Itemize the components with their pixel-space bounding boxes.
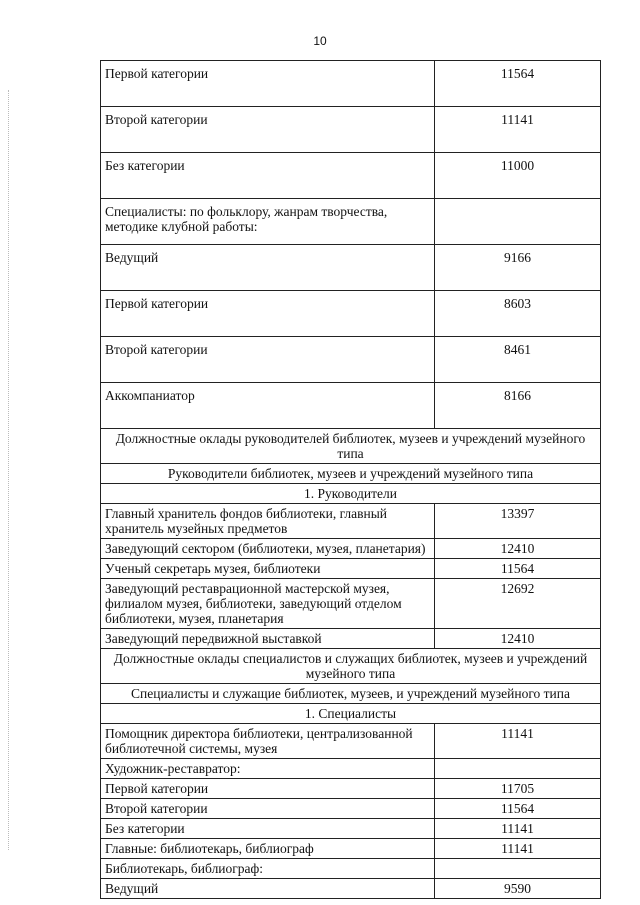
- table-row: [101, 629, 601, 649]
- row-value: 11564: [435, 799, 601, 819]
- row-label: Заведующий передвижной выставкой: [101, 629, 435, 649]
- row-value: 11141: [435, 724, 601, 759]
- table-row: [101, 879, 601, 899]
- table-row: [101, 859, 601, 879]
- row-value: 12692: [435, 579, 601, 629]
- row-value: 9166: [435, 245, 601, 291]
- row-label: Без категории: [101, 819, 435, 839]
- row-value: 11141: [435, 819, 601, 839]
- row-label: Без категории: [101, 153, 435, 199]
- row-value: [435, 199, 601, 245]
- table-row: [101, 291, 601, 337]
- table-row: [101, 107, 601, 153]
- table-row: [101, 819, 601, 839]
- row-label: Ученый секретарь музея, библиотеки: [101, 559, 435, 579]
- row-value: 8166: [435, 383, 601, 429]
- table-row: [101, 504, 601, 539]
- row-value: 12410: [435, 629, 601, 649]
- row-label: Первой категории: [101, 779, 435, 799]
- row-value: 11141: [435, 839, 601, 859]
- section-heading: Должностные оклады руководителей библиотек, музеев и учреждений музейного типа: [101, 429, 601, 464]
- row-value: 8603: [435, 291, 601, 337]
- section-heading-row: [101, 464, 601, 484]
- row-label: Первой категории: [101, 61, 435, 107]
- row-label: Заведующий сектором (библиотеки, музея, планетария): [101, 539, 435, 559]
- row-label: Заведующий реставрационной мастерской музея, филиалом музея, библиотеки, заведующий отделом библиотеки, музея, планетария: [101, 579, 435, 629]
- section-heading: Специалисты и служащие библиотек, музеев, и учреждений музейного типа: [101, 684, 601, 704]
- page-number: 10: [313, 34, 327, 48]
- salary-table: [100, 60, 601, 899]
- row-label: Ведущий: [101, 245, 435, 291]
- row-label: Ведущий: [101, 879, 435, 899]
- row-value: 11564: [435, 61, 601, 107]
- row-value: [435, 859, 601, 879]
- section-heading-row: [101, 704, 601, 724]
- table-row: [101, 383, 601, 429]
- row-label: Художник-реставратор:: [101, 759, 435, 779]
- section-heading: 1. Специалисты: [101, 704, 601, 724]
- table-row: [101, 199, 601, 245]
- row-label: Главные: библиотекарь, библиограф: [101, 839, 435, 859]
- row-label: Библиотекарь, библиограф:: [101, 859, 435, 879]
- table-row: [101, 724, 601, 759]
- row-value: 9590: [435, 879, 601, 899]
- table-row: [101, 839, 601, 859]
- table-row: [101, 799, 601, 819]
- table-row: [101, 153, 601, 199]
- table-row: [101, 61, 601, 107]
- table-row: [101, 245, 601, 291]
- row-value: 13397: [435, 504, 601, 539]
- row-label: Аккомпаниатор: [101, 383, 435, 429]
- section-heading-row: [101, 649, 601, 684]
- section-heading: Должностные оклады специалистов и служащих библиотек, музеев и учреждений музейного типа: [101, 649, 601, 684]
- row-value: 11705: [435, 779, 601, 799]
- row-value: 11564: [435, 559, 601, 579]
- table-row: [101, 579, 601, 629]
- section-heading: 1. Руководители: [101, 484, 601, 504]
- row-label: Главный хранитель фондов библиотеки, главный хранитель музейных предметов: [101, 504, 435, 539]
- row-label: Помощник директора библиотеки, централизованной библиотечной системы, музея: [101, 724, 435, 759]
- section-heading: Руководители библиотек, музеев и учреждений музейного типа: [101, 464, 601, 484]
- table-row: [101, 779, 601, 799]
- table-row: [101, 539, 601, 559]
- row-value: [435, 759, 601, 779]
- binding-margin: [8, 90, 10, 850]
- row-label: Второй категории: [101, 799, 435, 819]
- section-heading-row: [101, 429, 601, 464]
- table-row: [101, 559, 601, 579]
- row-label: Второй категории: [101, 107, 435, 153]
- row-label: Первой категории: [101, 291, 435, 337]
- section-heading-row: [101, 684, 601, 704]
- row-label: Второй категории: [101, 337, 435, 383]
- table-row: [101, 759, 601, 779]
- row-label: Специалисты: по фольклору, жанрам творчества, методике клубной работы:: [101, 199, 435, 245]
- table-row: [101, 337, 601, 383]
- section-heading-row: [101, 484, 601, 504]
- row-value: 11141: [435, 107, 601, 153]
- row-value: 8461: [435, 337, 601, 383]
- row-value: 12410: [435, 539, 601, 559]
- row-value: 11000: [435, 153, 601, 199]
